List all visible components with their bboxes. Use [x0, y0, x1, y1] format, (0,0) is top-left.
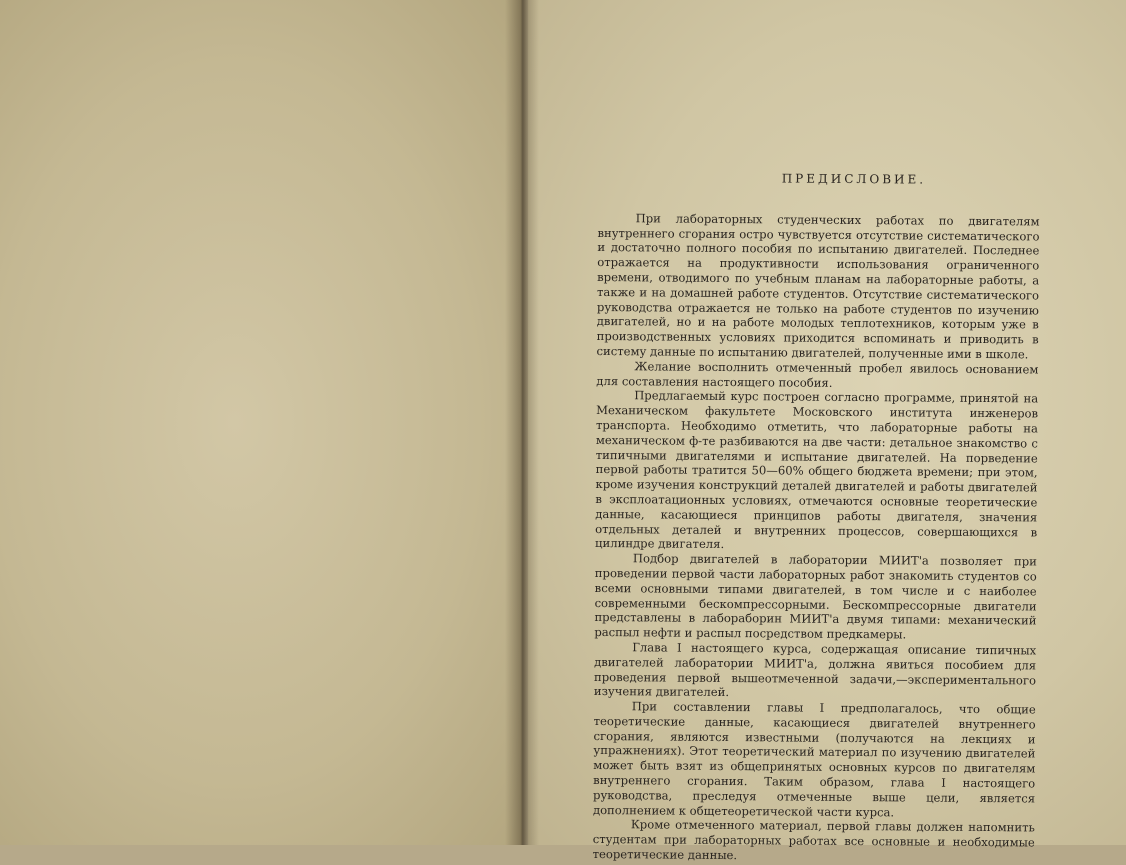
page-heading: ПРЕДИСЛОВИЕ. — [781, 171, 927, 187]
paragraph-7: Кроме отмеченного материал, первой главы должен напомнить студентам при лабораторных работах все основные и необходимые теоретические данные. — [592, 817, 1035, 863]
paragraph-2: Желание восполнить отмеченный пробел явилось основанием для составления настоящего пособия. — [596, 359, 1039, 390]
preface-text — [593, 170, 1040, 865]
paragraph-1: При лабораторных студенческих работах по двигателям внутреннего сгорания остро чувствуется отсутствие систематического и достаточно полного пособия по испытанию двигателей. Последнее отражается на продуктивности использования ограниченного времени, отводимого по учебным планам на лабораторные работы, а также и на домашней работе студентов. Отсутствие систематического руководства отражается не только на работе студентов по изучению двигателей, но и на работе молодых теплотехников, которым уже в производственных условиях приходится вспоминать и приводить в систему данные по испытанию двигателей, полученные ими в школе. — [596, 211, 1040, 362]
book-gutter — [505, 0, 539, 845]
paragraph-4: Подбор двигателей в лаборатории МИИТ'а позволяет при проведении первой части лабораторных работ знакомить студентов со всеми основными типами двигателей, в том числе и с наиболее современными бескомпрессорными. Бескомпрессорные двигатели представлены в лабораборин МИИТ'а двумя типами: механический распыл нефти и распыл посредством предкамеры. — [594, 551, 1037, 642]
paragraph-3: Предлагаемый курс построен согласно программе, принятой на Механическом факультете Московского института инженеров транспорта. Необходимо отметить, что лабораторные работы на механическом ф-те разбиваются на две части: детальное знакомство с типичными двигателями и испытание двигателей. На порведение первой работы тратится 50—60% общего бюджета времени; при этом, кроме изучения конструкций деталей двигателей и работы двигателей в эксплоатационных условиях, отмечаются основные теоретические данные, касающиеся принципов работы двигателя, значения отдельных деталей и внутренних процессов, совершающихся в цилиндре двигателя. — [595, 388, 1039, 552]
paragraph-6: При составлении главы I предполагалось, что общие теоретические данные, касающиеся двигателей внутреннего сгорания, являются известными (получаются на лекциях и упражнениях). Этот теоретический материал по изучению двигателей может быть взят из общепринятых основных курсов по двигателям внутреннего сгорания. Таким образом, глава I настоящего руководства, преследуя отмеченные выше цели, является дополнением к общетеоретической части курса. — [592, 699, 1036, 820]
left-page — [0, 0, 522, 845]
paragraph-5: Глава I настоящего курса, содержащая описание типичных двигателей лаборатории МИИТ'а, должна явиться пособием для проведения первой вышеотмеченной задачи,—экспериментального изучения двигателей. — [593, 640, 1037, 700]
